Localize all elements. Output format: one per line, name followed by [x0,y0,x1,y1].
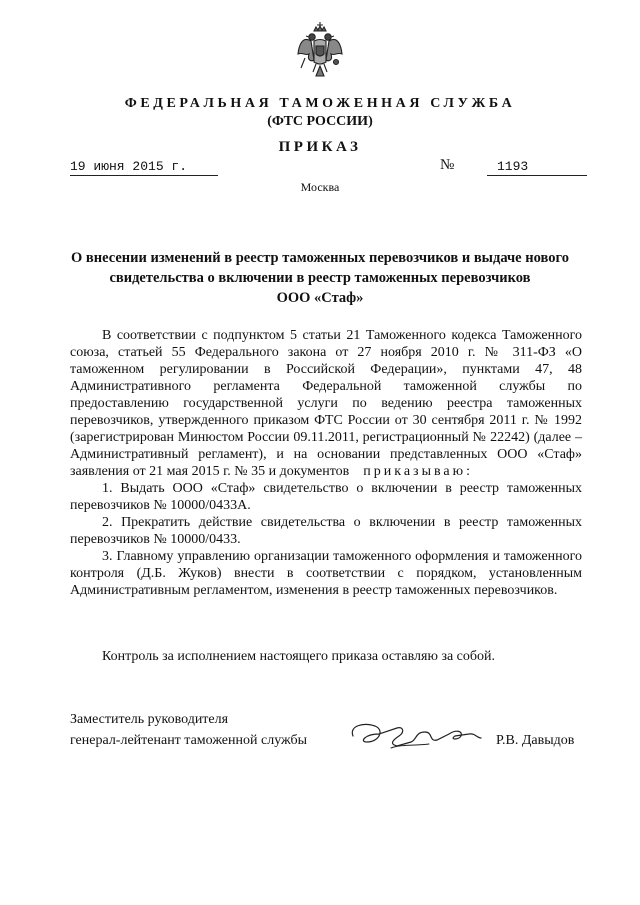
order-item-3: 3. Главному управлению организации таможенного оформления и таможенного контроля (Д.Б. Жуков) внести в соответствии с порядком, установленным Административным регламентом, изменения в реестр таможенных перевозчиков. [70,549,582,598]
order-date: 19 июня 2015 г. [70,159,218,176]
subject-line-3: ООО «Стаф» [276,290,364,306]
subject-line-2: свидетельства о включении в реестр таможенных перевозчиков [109,270,531,286]
signer-position-line-2: генерал-лейтенант таможенной службы [70,733,308,748]
signer-name: Р.В. Давыдов [496,733,575,748]
preamble-text: В соответствии с подпунктом 5 статьи 21 Таможенного кодекса Таможенного союза, статьей 55 Федерального закона от 27 ноября 2010 г. № 311-ФЗ «О таможенном регулировании в Российской Федерации», пунктами 47, 48 Административного регламента Федеральной таможенной службы по предоставлению государственной услуги по ведению реестра таможенных перевозчиков, утвержденного приказом ФТС России от 30 сентября 2011 г. № 1992 (зарегистрирован Минюстом России 09.11.2011, регистрационный № 22242) (далее – Административный регламент), и на основании представленных ООО «Стаф» заявления от 21 мая 2015 г. № 35 и документов [70,328,582,479]
coat-of-arms-icon [297,22,343,80]
order-number: 1193 [487,159,587,176]
order-subject [60,248,580,308]
document-type-title: ПРИКАЗ [278,139,362,155]
city: Москва [300,180,340,194]
number-sign: № [440,157,455,173]
agency-short-name: (ФТС РОССИИ) [267,114,373,129]
order-word: приказываю: [363,464,473,479]
agency-name: ФЕДЕРАЛЬНАЯ ТАМОЖЕННАЯ СЛУЖБА [124,96,516,111]
order-item-2: 2. Прекратить действие свидетельства о включении в реестр таможенных перевозчиков № 10000/0433. [70,515,582,547]
order-item-1: 1. Выдать ООО «Стаф» свидетельство о включении в реестр таможенных перевозчиков № 10000/0433А. [70,481,582,513]
preamble-paragraph [70,327,582,480]
order-body [70,327,582,599]
subject-line-1: О внесении изменений в реестр таможенных перевозчиков и выдаче нового [71,250,569,266]
control-clause: Контроль за исполнением настоящего приказа оставляю за собой. [102,649,496,664]
signer-position-line-1: Заместитель руководителя [70,712,229,727]
handwritten-signature [345,712,485,760]
